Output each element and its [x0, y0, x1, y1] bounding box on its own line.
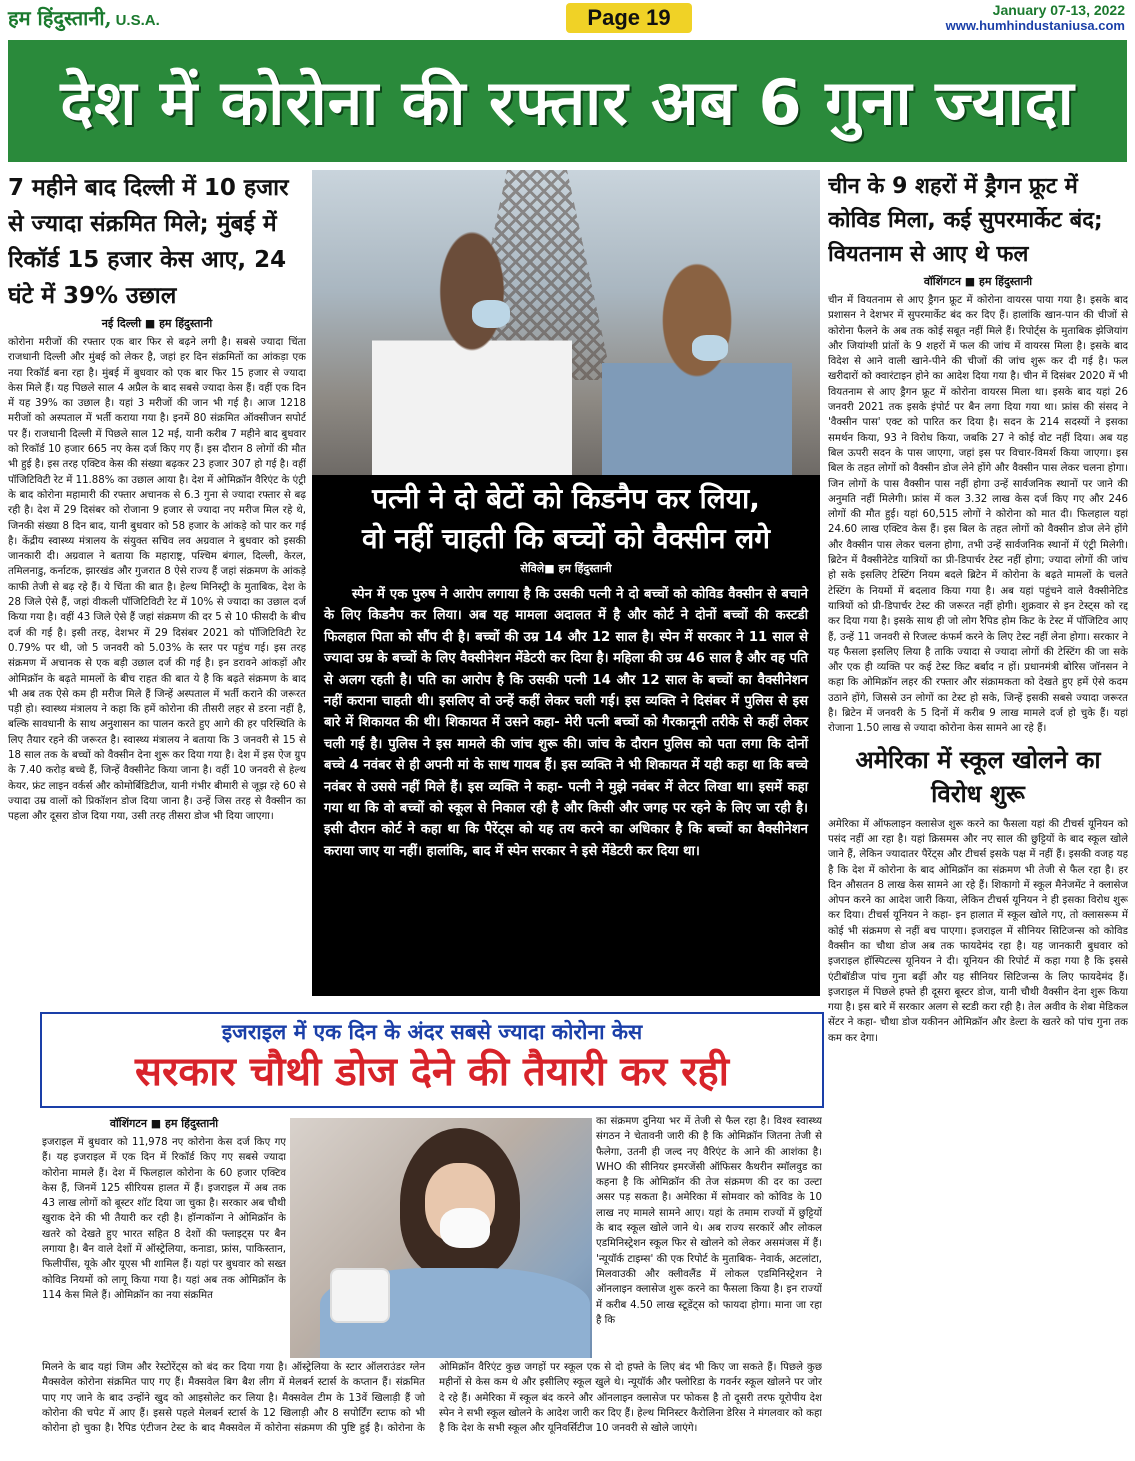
page-header [0, 0, 1135, 38]
israel-story-bottom [42, 1360, 822, 1456]
israel-story-body-left: इजराइल में बुधवार को 11,978 नए कोरोना केस दर्ज किए गए हैं। यह इजराइल में एक दिन में रिकॉर्ड किए गए सबसे ज्यादा कोरोना मामले हैं। देश में फिलहाल कोरोना के 60 हजार एक्टिव केस हैं, जिनमें 125 सीरियस हालत में हैं। इजराइल में अब तक 43 लाख लोगों को बूस्टर शॉट दिया जा चुका है। सरकार अब चौथी खुराक देने की भी तैयारी कर रही है। हॉन्गकॉन्ग ने ओमिक्रॉन के खतरे को देखते हुए भारत सहित 8 देशों की फ्लाइट्स पर बैन लगाया है। बैन वाले देशों में ऑस्ट्रेलिया, कनाडा, फ्रांस, पाकिस्तान, फिलीपींस, यूके और यूएस भी शामिल हैं। यहां पर बुधवार को सख्त कोविड नियमों को लागू किया गया है। यहां अब तक ओमिक्रॉन के 114 केस मिले हैं। ओमिक्रॉन का नया संक्रमित [42, 1137, 286, 1301]
center-story-byline: सेविले■ हम हिंदुस्तानी [520, 562, 612, 575]
center-story-body: स्पेन में एक पुरुष ने आरोप लगाया है कि उसकी पत्नी ने दो बच्चों को कोविड वैक्सीन से बचाने के लिए किडनैप कर लिया। अब यह मामला अदालत में है और कोर्ट ने दोनों बच्चों की कस्टडी फिलहाल पिता को सौंप दी है। बच्चों की उम्र 14 और 12 साल है। स्पेन में सरकार ने 11 साल से ज्यादा उम्र के बच्चों के लिए वैक्सीनेशन मेंडेटरी कर दिया है। महिला की उम्र 46 साल है और वह पति से अलग रहती है। पति का आरोप है कि उसकी पत्नी 14 और 12 साल के बच्चों का वैक्सीनेशन नहीं कराना चाहती थी। इसलिए वो उन्हें कहीं लेकर चली गई। इस व्यक्ति ने दिसंबर में पुलिस से इस बारे में शिकायत की थी। शिकायत में उसने कहा- मेरी पत्नी बच्चों को गैरकानूनी तरीके से कहीं लेकर चली गई है। पुलिस ने इस मामले की जांच शुरू की। जांच के दौरान पुलिस को पता लगा कि दोनों बच्चे 4 नवंबर से ही अपनी मां के साथ गायब हैं। इस व्यक्ति ने भी शिकायत में यही कहा था कि बच्चे नवंबर से उससे नहीं मिले हैं। इस व्यक्ति ने कहा- पत्नी ने मुझे नवंबर में लेटर लिखा था। इसमें कहा गया था कि वो बच्चों को स्कूल से निकाल रही है और किसी और जगह पर रहने के लिए जा रही है। इसी दौरान कोर्ट ने कहा था कि पैरेंट्स को यह तय करने का अधिकार है कि बच्चों का वैक्सीनेशन कराया जाए या नहीं। हालांकि, बाद में स्पेन सरकार ने इसे मेंडेटरी कर दिया था। [324, 587, 808, 859]
school-story-headline: अमेरिका में स्कूल खोलने का विरोध शुरू [855, 745, 1101, 808]
center-story [312, 170, 820, 996]
face-mask-shape [692, 335, 728, 361]
right-story-body: चीन में वियतनाम से आए ड्रैगन फ्रूट में कोरोना वायरस पाया गया है। इसके बाद प्रशासन ने देशभर में सुपरमार्केट बंद कर दिए हैं। हालांकि खान-पान की चीजों से कोरोना फैलने के अब तक कोई सबूत नहीं मिले हैं। रिपोर्ट्स के मुताबिक झेजियांग और जियांग्शी प्रांतों के 9 शहरों में फल की जांच में वायरस मिला है। इसके बाद विदेश से आने वाली खाने-पीने की चीजों की जांच शुरू कर दी गई है। फल खरीदारों को क्वारंटाइन होने का आदेश दिया गया है। चीन में दिसंबर 2020 में भी वियतनाम से आए ड्रैगन फ्रूट में कोरोना वायरस मिला था। इसके बाद यहां 26 जनवरी 2021 तक इसके इंपोर्ट पर बैन लगा दिया गया था। फ्रांस की संसद ने 'वैक्सीन पास' एक्ट को पारित कर दिया है। सदन के 214 सदस्यों ने इसका समर्थन किया, 93 ने विरोध किया, जबकि 27 ने कोई वोट नहीं दिया। अब यह बिल ऊपरी सदन के पास जाएगा, जहां इस पर विचार-विमर्श किया जाएगा। इस बिल के तहत लोगों को वैक्सीन डोज लेने होंगे और वैक्सीन पास लेकर चलना होगा। जिन लोगों के पास वैक्सीन पास नहीं होगा उन्हें सार्वजनिक स्थानों पर जाने की अनुमति नहीं मिलेगी। फ्रांस में कल 3.32 लाख केस दर्ज किए गए और 246 लोगों की मौत हुई। यहां 60,515 लोगों ने कोरोना को मात दी। फिलहाल यहां 24.60 लाख एक्टिव केस हैं। इस बिल के तहत लोगों को वैक्सीन डोज लेने होंगे और वैक्सीन पास लेकर चलना होगा, तभी उन्हें सार्वजनिक स्थानों में एंट्री मिलेगी। ब्रिटेन में वैक्सीनेटेड यात्रियों का प्री-डिपार्चर टेस्ट नहीं होगा; ज्यादा लोगों की जांच हो सके इसलिए टेस्टिंग नियम बदले ब्रिटेन में कोरोना के बढ़ते मामलों के चलते टेस्टिंग के नियमों में बदलाव किया गया है। अब यहां पहुंचने वाले वैक्सीनेटिड यात्रियों को प्री-डिपार्चर टेस्ट की जरूरत नहीं होगी। शुक्रवार से इन टेस्ट्स को रद्द कर दिया गया है। इसके साथ ही जो लोग रैपिड होम किट के टेस्ट में पॉजिटिव आए हैं, उन्हें 11 जनवरी से रिजल्ट कंफर्म करने के लिए टेस्ट नहीं लेना होगा। सरकार ने यह फैसला इसलिए लिया है ताकि ज्यादा से ज्यादा लोगों की टेस्टिंग की जा सके और एक ही व्यक्ति पर कई टेस्ट किट बर्बाद न हों। प्रधानमंत्री बोरिस जॉनसन ने कहा कि ओमिक्रॉन लहर की रफ्तार और संक्रामकता को देखते हुए हमें ऐसे कदम उठाने होंगे, जिससे उन लोगों का टेस्ट हो सके, जिन्हें इसकी सबसे ज्यादा जरूरत है। ब्रिटेन में जनवरी के 5 दिनों में करीब 9 लाख मामले दर्ज हो चुके हैं। यहां रोजाना 1.50 लाख से ज्यादा कोरोना केस सामने आ रहे हैं। [828, 295, 1128, 735]
israel-story-headline: सरकार चौथी डोज देने की तैयारी कर रही [134, 1049, 730, 1095]
face-mask-shape [472, 300, 510, 328]
photo-person-left [372, 230, 572, 475]
paper-name [8, 4, 160, 31]
tissue-shape [440, 1208, 490, 1248]
paper-name-text: हम हिंदुस्तानी, [8, 6, 112, 30]
right-story [828, 170, 1128, 1460]
israel-story-kicker: इजराइल में एक दिन के अंदर सबसे ज्यादा कोरोना केस [221, 1020, 643, 1044]
sick-woman-photo [290, 1118, 592, 1358]
mug-icon [330, 1268, 390, 1323]
date-block [946, 2, 1125, 34]
center-story-photo [312, 170, 820, 475]
center-story-headline [312, 475, 820, 559]
israel-story-body-bottom: मिलने के बाद यहां जिम और रेस्टोरेंट्स को बंद कर दिया गया है। ऑस्ट्रेलिया के स्टार ऑलराउंडर ग्लेन मैक्सवेल कोरोना संक्रमित पाए गए हैं। मैक्सवेल बिग बैश लीग में मेलबर्न स्टार्स के कप्तान हैं। संक्रमित पाए गए जाने के बाद उन्होंने खुद को आइसोलेट कर लिया है। मैक्सवेल टीम के 13वें खिलाड़ी हैं जो कोरोना की चपेट में आए हैं। इससे पहले मेलबर्न स्टार्स के 12 खिलाड़ी और 8 सपोर्टिंग स्टाफ को भी कोरोना हो चुका है। रैपिड एंटीजन टेस्ट के बाद मैक्सवेल में कोरोना संक्रमण की पुष्टि हुई है। कोरोना के ओमिक्रॉन वैरिएंट कुछ जगहों पर स्कूल एक से दो हफ्ते के लिए बंद भी किए जा सकते हैं। पिछले कुछ महीनों से केस कम थे और इसीलिए स्कूल खुले थे। न्यूयॉर्क और फ्लोरिडा के गवर्नर स्कूल खोलने पर जोर दे रहे हैं। अमेरिका में स्कूल बंद करने और ऑनलाइन क्लासेज पर फोकस है तो दूसरी तरफ यूरोपीय देश स्पेन ने सभी स्कूल खोलने के आदेश जारी कर दिए हैं। हेल्थ मिनिस्टर कैरोलिना डेरिस ने मंगलवार को कहा है कि देश के सभी स्कूल और यूनिवर्सिटीज 10 जनवरी से खोले जाएंगे। [42, 1362, 822, 1435]
israel-story-byline: वॉशिंगटन ■ हम हिंदुस्तानी [109, 1117, 219, 1130]
page-number-badge: Page 19 [566, 3, 692, 33]
israel-story-column-mid [596, 1114, 822, 1359]
left-story-byline: नई दिल्ली ■ हम हिंदुस्तानी [101, 317, 213, 330]
banner-headline: देश में कोरोना की रफ्तार अब 6 गुना ज्यादा [60, 66, 1075, 139]
center-headline-line1: पत्नी ने दो बेटों को किडनैप कर लिया, [372, 482, 760, 515]
banner-headline-box [8, 40, 1127, 162]
center-headline-line2: वो नहीं चाहती कि बच्चों को वैक्सीन लगे [361, 522, 771, 555]
israel-story-column-left [42, 1114, 286, 1359]
left-story-headline: 7 महीने बाद दिल्ली में 10 हजार से ज्यादा संक्रमित मिले; मुंबई में रिकॉर्ड 15 हजार केस आए, 24 घंटे में 39% उछाल [8, 175, 289, 309]
paper-region: U.S.A. [115, 12, 160, 29]
photo-person-right [602, 260, 792, 475]
left-story [8, 170, 306, 1000]
school-story-body: अमेरिका में ऑफलाइन क्लासेज शुरू करने का फैसला यहां की टीचर्स यूनियन को पसंद नहीं आ रहा है। यहां क्रिसमस और नए साल की छुट्टियों के बाद स्कूल खोले जाने हैं, लेकिन ज्यादातर पैरेंट्स और टीचर्स इसके पक्ष में नहीं हैं। इसकी वजह यह है कि देश में कोरोना के बाद ओमिक्रॉन का संक्रमण भी तेजी से फैल रहा है। हर दिन औसतन 8 लाख केस सामने आ रहे हैं। शिकागो में स्कूल मैनेजमेंट ने क्लासेज ओपन करने का आदेश जारी किया, लेकिन टीचर्स यूनियन ने ही इसका विरोध शुरू कर दिया। टीचर्स यूनियन ने कहा- इन हालात में स्कूल खोले गए, तो क्लासरूम में कोई भी संक्रमण से नहीं बच पाएगा। इजराइल में सीनियर सिटिजन्स को कोविड वैक्सीन का चौथा डोज अब तक फायदेमंद रहा है। यह जानकारी बुधवार को इजराइल हॉस्पिटल्स यूनियन ने दी। यूनियन की रिपोर्ट में कहा गया है कि इससे एंटीबॉडीज पांच गुना बढ़ीं और यह सीनियर सिटिजन्स के लिए फायदेमंद हैं। इजराइल में पिछले हफ्ते ही दूसरा बूस्टर डोज, यानी चौथी वैक्सीन देना शुरू किया गया है। इस बारे में सरकार अलग से स्टडी करा रही है। तेल अवीव के शेबा मेडिकल सेंटर ने कहा- चौथा डोज यकीनन ओमिक्रॉन और डेल्टा के खतरे को पांच गुना तक कम कर देगा। [828, 818, 1128, 1044]
website-link[interactable]: www.humhindustaniusa.com [945, 18, 1125, 33]
issue-date: January 07-13, 2022 [992, 2, 1125, 18]
left-story-body: कोरोना मरीजों की रफ्तार एक बार फिर से बढ़ने लगी है। सबसे ज्यादा चिंता राजधानी दिल्ली और मुंबई को लेकर है, जहां हर दिन संक्रमितों का आंकड़ा एक नया रिकॉर्ड बना रहा है। मुंबई में बुधवार को एक बार फिर 15 हजार से ज्यादा केस मिले हैं। यह पिछले साल 4 अप्रैल के बाद सबसे ज्यादा केस हैं। वहीं एक दिन में यह 39% का उछाल है। यहां 3 मरीजों की जान भी गई है। आज 1218 मरीजों को अस्पताल में भर्ती कराया गया है। इनमें 80 संक्रमित ऑक्सीजन सपोर्ट पर हैं। राजधानी दिल्ली में पिछले साल 12 मई, यानी करीब 7 महीने बाद बुधवार को रिकॉर्ड 10 हजार 665 नए केस दर्ज किए गए हैं। इस दौरान 8 लोगों की मौत भी हुई है। इस तरह एक्टिव केस की संख्या बढ़कर 23 हजार 307 हो गई है। वहीं पॉजिटिविटी रेट में 11.88% का उछाल आया है। देश में ओमिक्रॉन वैरिएंट के एंट्री के बाद कोरोना महामारी की रफ्तार अचानक से 6.3 गुना से ज्यादा रफ्तार से बढ़ रही है। देश में 29 दिसंबर को रोजाना 9 हजार से ज्यादा नए मरीज मिल रहे थे, जिनकी संख्या 8 दिन बाद, यानी बुधवार को 58 हजार के आंकड़े को पार कर गई है। केंद्रीय स्वास्थ्य मंत्रालय के संयुक्त सचिव लव अग्रवाल ने बुधवार को इसकी जानकारी दी। अग्रवाल ने बताया कि महाराष्ट्र, पश्चिम बंगाल, दिल्ली, केरल, तमिलनाडु, कर्नाटक, झारखंड और गुजरात 8 ऐसे राज्य हैं जहां संक्रमण के आंकड़े काफी तेजी से बढ़ रहे हैं। ये चिंता की बात है। हेल्थ मिनिस्ट्री के मुताबिक, देश के 28 जिले ऐसे हैं, जहां वीकली पॉजिटिविटी रेट में 10% से ज्यादा का उछाल दर्ज किया गया है। वहीं 43 जिले ऐसे हैं जहां संक्रमण की दर 5 से 10 फीसदी के बीच दर्ज की गई है। इसी तरह, देशभर में 29 दिसंबर 2021 को पॉजिटिविटी रेट 0.79% पर थी, जो 5 जनवरी को 5.03% के स्तर पर पहुंच गई। इस तरह संक्रमण में अचानक से एक बड़ी उछाल दर्ज की गई है। इन डरावने आंकड़ों और ओमिक्रॉन के बढ़ते मामलों के बीच राहत की बात ये है कि बढ़ते संक्रमण के बाद भी अब तक ऐसे कम ही मरीज मिले हैं जिन्हें अस्पताल में भर्ती कराने की जरूरत पड़ी हो। स्वास्थ्य मंत्रालय ने कहा कि हमें कोरोना की तीसरी लहर से डरना नहीं है, बल्कि सावधानी के साथ अनुशासन का पालन करते हुए आगे की हर परिस्थिति के लिए तैयार रहने की जरूरत है। स्वास्थ्य मंत्रालय ने बताया कि 3 जनवरी से 15 से 18 साल तक के बच्चों को वैक्सीन देना शुरू कर दिया गया है। देश में इस ऐज ग्रुप के 7.40 करोड़ बच्चे हैं, जिन्हें वैक्सीनेट किया जाना है। वहीं 10 जनवरी से हेल्थ केयर, फ्रंट लाइन वर्कर्स और कोमोर्बिडिटीज, यानी गंभीर बीमारी से जूझ रहे 60 से ज्यादा उम्र वालों को प्रिकॉशन डोज दिया जाना है। उन्हें जिस तरह से वैक्सीन का पहला और दूसरा डोज दिया गया, उसी तरह तीसरा डोज भी दिया जाएगा। [8, 337, 306, 823]
right-story-headline: चीन के 9 शहरों में ड्रैगन फ्रूट में कोविड मिला, कई सुपरमार्केट बंद; वियतनाम से आए थे फल [828, 174, 1103, 267]
israel-story-body-mid: का संक्रमण दुनिया भर में तेजी से फैल रहा है। विश्व स्वास्थ्य संगठन ने चेतावनी जारी की है कि ओमिक्रॉन जितना तेजी से फैलेगा, उतनी ही जल्द नए वैरिएंट के आने की आशंका है। WHO की सीनियर इमरजेंसी ऑफिसर कैथरीन स्मॉलवुड का कहना है कि ओमिक्रॉन की तेज संक्रमण की दर का उल्टा असर पड़ सकता है। अमेरिका में सोमवार को कोविड के 10 लाख नए मामले सामने आए। यहां के तमाम राज्यों में छुट्टियों के बाद स्कूल खोले जाने थे। अब राज्य सरकारें और लोकल एडमिनिस्ट्रेशन स्कूल फिर से खोलने को लेकर असमंजस में हैं। 'न्यूयॉर्क टाइम्स' की एक रिपोर्ट के मुताबिक- नेवार्क, अटलांटा, मिलवाउकी और क्लीवलैंड में लोकल एडमिनिस्ट्रेशन ने ऑनलाइन क्लासेज शुरू करने का फैसला किया है। इन राज्यों में करीब 4.50 लाख स्टूडेंट्स को फायदा होगा। माना जा रहा है कि [596, 1116, 822, 1326]
israel-story-header [40, 1012, 824, 1108]
right-story-byline: वॉशिंगटन ■ हम हिंदुस्तानी [923, 275, 1033, 288]
